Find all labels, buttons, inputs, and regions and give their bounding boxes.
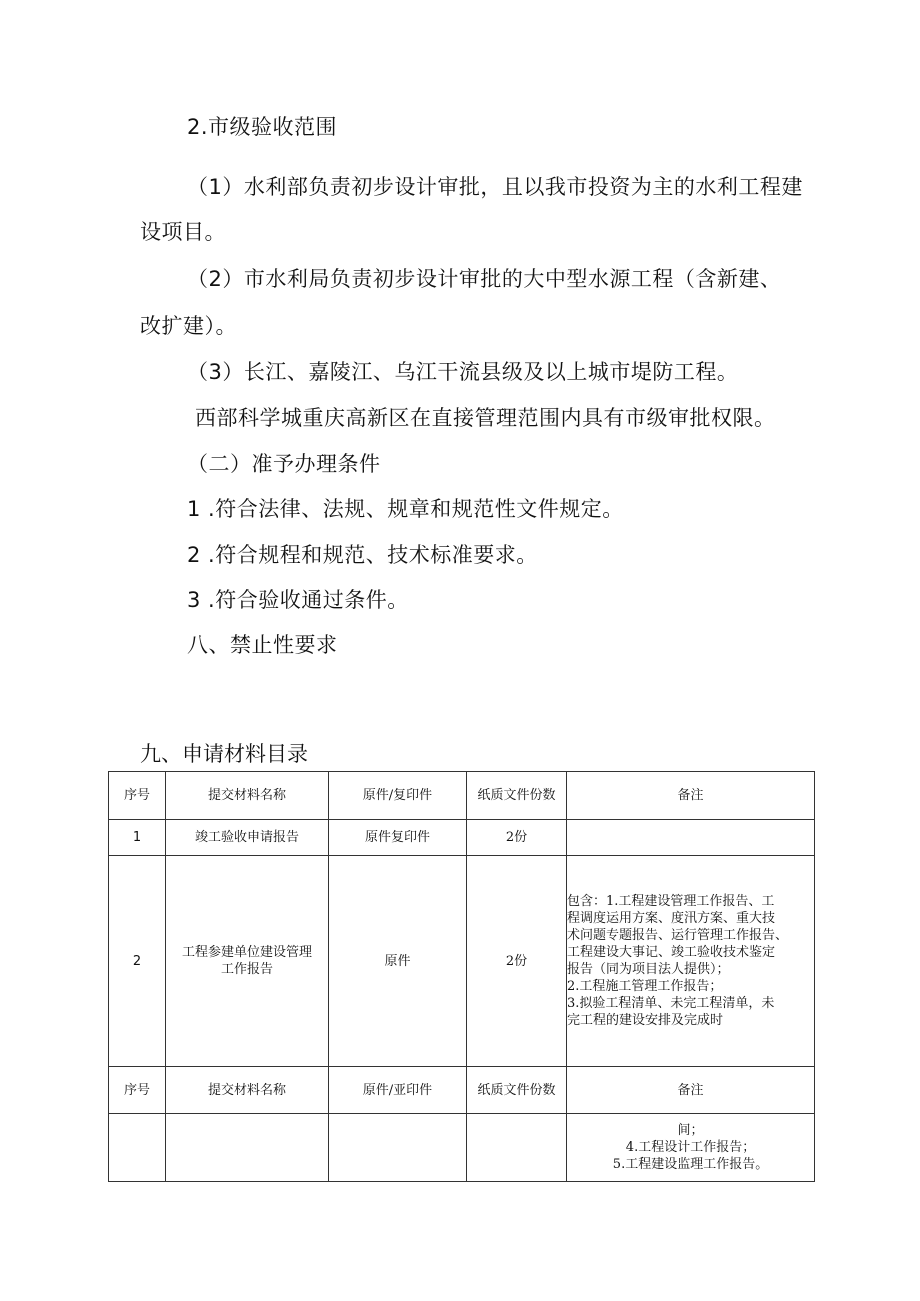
row1-notes — [567, 820, 815, 856]
header-copies: 纸质文件份数 — [467, 772, 567, 820]
row2-notes-line: 术问题专题报告、运行管理工作报告、 — [567, 928, 789, 943]
row1-type: 原件复印件 — [329, 820, 467, 856]
row2-continued-name — [166, 1114, 329, 1182]
paragraph-high-tech-zone: 西部科学城重庆高新区在直接管理范围内具有市级审批权限。 — [195, 406, 776, 430]
row1-copies: 2份 — [467, 820, 567, 856]
header-repeat-type: 原件/亚印件 — [329, 1067, 467, 1114]
paragraph-scope-item-2-line-1: （2）市水利局负责初步设计审批的大中型水源工程（含新建、 — [187, 267, 782, 291]
table-header-row — [109, 772, 815, 820]
row2-notes-line: 2.工程施工管理工作报告； — [567, 979, 723, 994]
row2-type: 原件 — [329, 856, 467, 1067]
table-row — [109, 856, 815, 1067]
header-name: 提交材料名称 — [166, 772, 329, 820]
paragraph-approval-conditions-heading: （二）准予办理条件 — [187, 452, 381, 476]
paragraph-scope-item-2-line-2: 改扩建）。 — [140, 314, 237, 338]
table-row — [109, 1114, 815, 1182]
header-type: 原件/复印件 — [329, 772, 467, 820]
row2-notes-line: 包含：1.工程建设管理工作报告、工 — [567, 894, 775, 909]
row2-continued-notes-line: 4.工程设计工作报告； — [625, 1139, 756, 1155]
header-notes: 备注 — [567, 772, 815, 820]
row2-name — [166, 856, 329, 1067]
row2-copies: 2份 — [467, 856, 567, 1067]
paragraph-scope-item-3: （3）长江、嘉陵江、乌江干流县级及以上城市堤防工程。 — [187, 360, 739, 384]
paragraph-scope-item-1-line-1: （1）水利部负责初步设计审批，且以我市投资为主的水利工程建 — [187, 175, 803, 199]
row2-continued-copies — [467, 1114, 567, 1182]
header-repeat-index: 序号 — [109, 1067, 166, 1114]
row2-continued-notes-line: 5.工程建设监理工作报告。 — [612, 1156, 769, 1172]
row1-name: 竣工验收申请报告 — [166, 820, 329, 856]
paragraph-condition-2: 2 .符合规程和规范、技术标准要求。 — [187, 543, 538, 567]
materials-table — [108, 771, 815, 1182]
row2-notes-line: 3.拟验工程清单、未完工程清单，未 — [567, 996, 775, 1011]
paragraph-condition-3: 3 .符合验收通过条件。 — [187, 588, 409, 612]
table-header-row-repeat — [109, 1067, 815, 1114]
row2-notes-line: 报告（同为项目法人提供）； — [567, 962, 730, 977]
row2-notes-line: 程调度运用方案、度汛方案、重大技 — [567, 911, 776, 926]
paragraph-prohibitions-heading: 八、禁止性要求 — [187, 633, 338, 657]
header-repeat-copies: 纸质文件份数 — [467, 1067, 567, 1114]
section-title-materials: 九、申请材料目录 — [140, 742, 308, 766]
row2-index: 2 — [109, 856, 166, 1067]
row2-continued-notes — [567, 1114, 815, 1182]
header-repeat-name: 提交材料名称 — [166, 1067, 329, 1114]
row2-notes-line: 工程建设大事记、竣工验收技术鉴定 — [567, 945, 776, 960]
table-row — [109, 820, 815, 856]
row2-continued-index — [109, 1114, 166, 1182]
row2-continued-type — [329, 1114, 467, 1182]
header-index: 序号 — [109, 772, 166, 820]
row2-name-line-1: 工程参建单位建设管理 — [181, 945, 312, 960]
row2-notes-line: 完工程的建设安排及完成时 — [567, 1013, 724, 1028]
row1-index: 1 — [109, 820, 166, 856]
header-repeat-notes: 备注 — [567, 1067, 815, 1114]
row2-notes — [567, 856, 815, 1067]
paragraph-condition-1: 1 .符合法律、法规、规章和规范性文件规定。 — [187, 497, 624, 521]
paragraph-city-acceptance-scope: 2.市级验收范围 — [187, 115, 338, 139]
row2-continued-notes-line: 间； — [677, 1122, 704, 1138]
paragraph-scope-item-1-line-2: 设项目。 — [140, 220, 226, 244]
row2-name-line-2: 工作报告 — [220, 962, 273, 977]
